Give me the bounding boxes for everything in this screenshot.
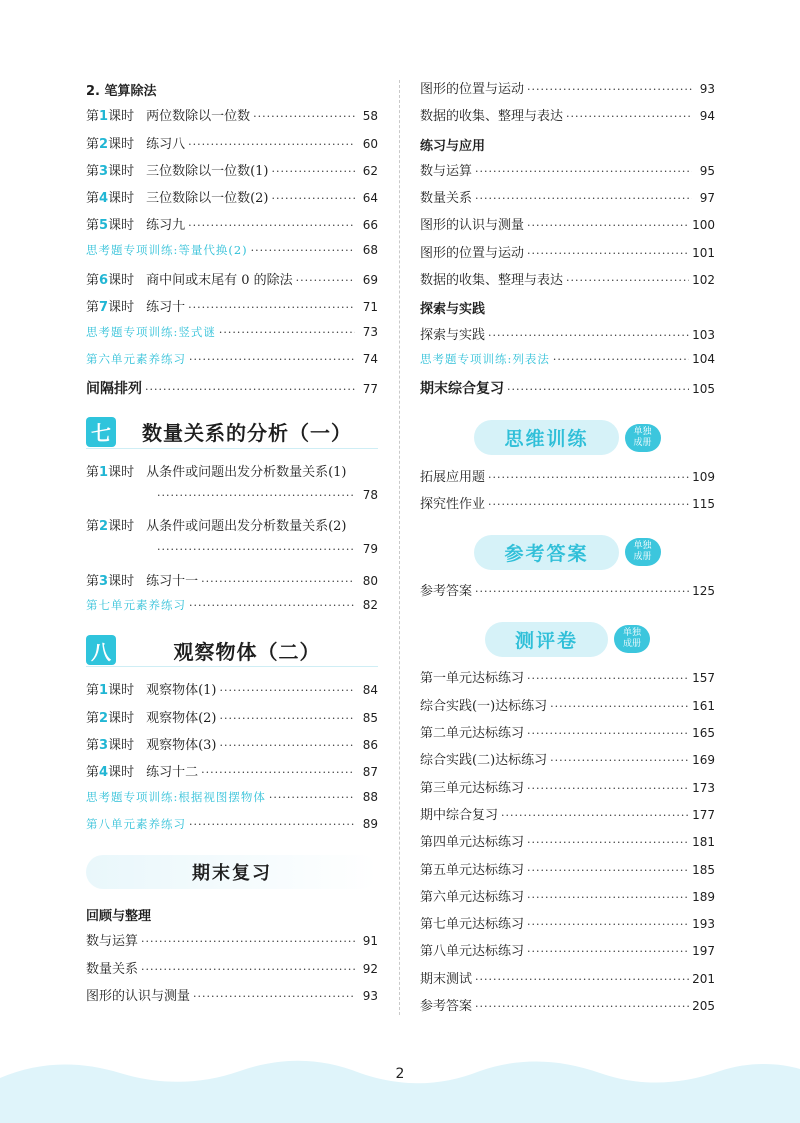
entry-title: 数与运算: [420, 163, 473, 179]
leader-dots: [189, 818, 355, 831]
leader-dots: [141, 935, 355, 948]
entry-title: 观察物体(1): [146, 683, 217, 699]
entry-page: 93: [699, 82, 715, 96]
leader-dots: [475, 973, 689, 986]
entry-page: 197: [692, 944, 715, 959]
answers-list: [420, 580, 715, 607]
toc-entry[interactable]: [86, 324, 378, 351]
entry-page: 165: [692, 726, 715, 741]
toc-entry[interactable]: [420, 78, 715, 105]
leader-dots: [219, 326, 355, 339]
entry-title: 第一单元达标练习: [420, 671, 525, 687]
banner-title: 测评卷: [485, 622, 608, 657]
leader-dots: [189, 599, 355, 612]
entry-title: 探索与实践: [420, 327, 486, 343]
leader-dots: [475, 585, 689, 598]
lesson-prefix: 第: [86, 109, 100, 125]
leader-dots: [272, 192, 356, 205]
entry-title: 间隔排列: [86, 381, 142, 398]
lesson-number: 2: [99, 710, 109, 726]
entry-title: 观察物体(2): [146, 710, 217, 726]
entry-title: 第四单元达标练习: [420, 835, 525, 851]
entry-title: 练习十二: [146, 765, 199, 781]
toc-entry[interactable]: [420, 269, 715, 296]
entry-page: 157: [692, 671, 715, 686]
leader-dots: [475, 165, 692, 178]
toc-entry[interactable]: [420, 831, 715, 858]
unit-badge: 八: [86, 635, 116, 665]
leader-dots: [488, 329, 689, 342]
entry-page: 109: [692, 469, 715, 484]
toc-entry[interactable]: [420, 466, 715, 493]
lesson-number: 3: [99, 163, 109, 179]
lesson-prefix: 第: [86, 191, 100, 207]
entry-page: 125: [692, 584, 715, 599]
section-banner: [420, 621, 715, 657]
entry-page: 71: [362, 300, 378, 315]
toc-entry[interactable]: [86, 734, 378, 761]
toc-entry[interactable]: [86, 515, 378, 542]
toc-entry[interactable]: [86, 570, 378, 597]
leader-dots: [157, 543, 355, 556]
entry-title: 三位数除以一位数(1): [146, 163, 269, 179]
toc-entry[interactable]: [420, 722, 715, 749]
entry-page: 62: [362, 163, 378, 178]
entry-page: 173: [692, 780, 715, 795]
lesson-suffix: 课时: [108, 136, 135, 152]
leader-dots: [527, 219, 689, 232]
banner-title: 参考答案: [474, 535, 618, 570]
page-number: 2: [395, 1066, 405, 1082]
lesson-number: 1: [99, 464, 109, 480]
toc-entry[interactable]: [86, 187, 378, 214]
lesson-prefix: 第: [86, 163, 100, 179]
entry-title: 数据的收集、整理与表达: [420, 109, 564, 125]
lesson-prefix: 第: [86, 464, 100, 480]
toc-entry[interactable]: [86, 242, 378, 269]
toc-entry[interactable]: [420, 995, 715, 1022]
leader-dots: [253, 110, 355, 123]
section-heading: 练习与应用: [420, 138, 486, 154]
entry-page: 185: [692, 862, 715, 877]
final-review-title: 期末复习: [86, 855, 378, 889]
toc-entry[interactable]: [86, 679, 378, 706]
lesson-prefix: 第: [86, 737, 100, 753]
leader-dots: [527, 836, 689, 849]
toc-entry[interactable]: [86, 461, 378, 488]
lesson-suffix: 课时: [108, 191, 135, 207]
lesson-suffix: 课时: [108, 519, 135, 535]
toc-entry[interactable]: [420, 859, 715, 886]
explore-list: [420, 324, 715, 351]
entry-page: 78: [362, 487, 378, 502]
entry-page: 85: [362, 710, 378, 725]
leader-dots: [527, 945, 689, 958]
toc-entry[interactable]: [420, 968, 715, 995]
entry-page: 88: [362, 789, 378, 804]
toc-entry[interactable]: [86, 597, 378, 624]
lesson-prefix: 第: [86, 765, 100, 781]
leader-dots: [527, 918, 689, 931]
lesson-suffix: 课时: [108, 300, 135, 316]
entry-page: 69: [362, 273, 378, 288]
practice-list: [420, 160, 715, 296]
column-divider: [399, 80, 400, 1015]
entry-page: 58: [362, 109, 378, 124]
entry-title: 期中综合复习: [420, 807, 499, 823]
entry-title: 参考答案: [420, 584, 473, 600]
entry-title: 观察物体(3): [146, 737, 217, 753]
entry-page: 104: [692, 351, 715, 366]
toc-entry[interactable]: [420, 913, 715, 940]
entry-title: 图形的认识与测量: [86, 989, 191, 1005]
entry-page: 189: [692, 889, 715, 904]
entry-page: 102: [692, 273, 715, 288]
entry-page: 91: [362, 934, 378, 949]
entry-page: 73: [362, 324, 378, 339]
leader-dots: [189, 353, 355, 366]
lesson-number: 1: [99, 683, 109, 699]
entry-page: 93: [362, 989, 378, 1004]
entry-title: 综合实践(一)达标练习: [420, 698, 548, 714]
lesson-suffix: 课时: [108, 163, 135, 179]
lesson-suffix: 课时: [108, 109, 135, 125]
toc-entry[interactable]: [420, 749, 715, 776]
entry-title: 从条件或问题出发分析数量关系(1): [146, 464, 347, 480]
entry-title: 参考答案: [420, 999, 473, 1015]
entry-page: 86: [362, 737, 378, 752]
entry-page: 105: [692, 382, 715, 397]
entry-title: 练习九: [146, 218, 186, 234]
entry-title: 图形的认识与测量: [420, 218, 525, 234]
leader-dots: [220, 684, 356, 697]
entry-page: 60: [362, 136, 378, 151]
entry-title: 综合实践(二)达标练习: [420, 753, 548, 769]
entry-title: 练习十一: [146, 573, 199, 589]
lesson-number: 3: [99, 573, 109, 589]
entry-title: 第六单元素养练习: [86, 351, 186, 366]
toc-entry[interactable]: [86, 789, 378, 816]
lesson-list: [86, 679, 378, 788]
entry-title: 拓展应用题: [420, 469, 486, 485]
entry-page: 64: [362, 191, 378, 206]
lesson-suffix: 课时: [108, 573, 135, 589]
toc-entry[interactable]: [86, 105, 378, 132]
toc-entry[interactable]: [420, 105, 715, 132]
toc-entry-continuation[interactable]: [86, 488, 378, 515]
leader-dots: [553, 353, 689, 366]
toc-entry[interactable]: [420, 187, 715, 214]
entry-title: 期末综合复习: [420, 381, 504, 398]
leader-dots: [527, 247, 689, 260]
entry-title: 第七单元达标练习: [420, 917, 525, 933]
lesson-prefix: 第: [86, 300, 100, 316]
entry-title: 第二单元达标练习: [420, 726, 525, 742]
entry-title: 三位数除以一位数(2): [146, 191, 269, 207]
separate-volume-tag: 单独 成册: [625, 538, 661, 566]
lesson-number: 6: [99, 273, 109, 289]
toc-entry[interactable]: [86, 761, 378, 788]
leader-dots: [193, 990, 355, 1003]
review-list: [420, 78, 715, 133]
unit-header: [86, 416, 378, 449]
lesson-prefix: 第: [86, 218, 100, 234]
toc-entry[interactable]: [420, 242, 715, 269]
entry-page: 84: [362, 683, 378, 698]
toc-entry[interactable]: [86, 378, 378, 405]
entry-title: 思考题专项训练:列表法: [420, 351, 550, 366]
entry-title: 两位数除以一位数: [146, 109, 251, 125]
toc-entry[interactable]: [86, 985, 378, 1012]
toc-entry[interactable]: [420, 695, 715, 722]
leader-dots: [550, 754, 689, 767]
entry-page: 94: [699, 109, 715, 124]
leader-dots: [188, 301, 355, 314]
lesson-list: [86, 269, 378, 324]
entry-title: 从条件或问题出发分析数量关系(2): [146, 519, 347, 535]
leader-dots: [527, 83, 692, 96]
toc-entry[interactable]: [420, 777, 715, 804]
toc-entry[interactable]: [420, 580, 715, 607]
section-heading: 探索与实践: [420, 302, 486, 318]
entry-page: 193: [692, 917, 715, 932]
entry-title: 练习十: [146, 300, 186, 316]
lesson-number: 7: [99, 300, 109, 316]
entry-title: 图形的位置与运动: [420, 245, 525, 261]
entry-title: 第三单元达标练习: [420, 780, 525, 796]
entry-page: 169: [692, 753, 715, 768]
toc-entry[interactable]: [86, 707, 378, 734]
lesson-number: 3: [99, 737, 109, 753]
unit-title: 观察物体（二）: [173, 639, 321, 664]
entry-page: 100: [692, 218, 715, 233]
toc-right-column: [420, 78, 715, 1022]
entry-title: 第五单元达标练习: [420, 862, 525, 878]
toc-entry[interactable]: [86, 133, 378, 160]
leader-dots: [566, 110, 692, 123]
toc-entry[interactable]: [420, 214, 715, 241]
entry-page: 161: [692, 698, 715, 713]
wave-decoration: [0, 1043, 800, 1123]
entry-title: 探究性作业: [420, 496, 486, 512]
lesson-suffix: 课时: [108, 683, 135, 699]
entry-page: 80: [362, 573, 378, 588]
lesson-prefix: 第: [86, 519, 100, 535]
leader-dots: [527, 891, 689, 904]
leader-dots: [145, 383, 355, 396]
lesson-prefix: 第: [86, 273, 100, 289]
unit-title: 数量关系的分析（一）: [142, 421, 352, 446]
entry-title: 第八单元素养练习: [86, 816, 186, 831]
leader-dots: [251, 244, 355, 257]
lesson-prefix: 第: [86, 136, 100, 152]
leader-dots: [269, 791, 355, 804]
leader-dots: [188, 219, 355, 232]
entry-page: 115: [692, 496, 715, 511]
entry-title: 商中间或末尾有 0 的除法: [146, 273, 293, 289]
lesson-suffix: 课时: [108, 464, 135, 480]
entry-title: 期末测试: [420, 971, 473, 987]
toc-entry[interactable]: [86, 816, 378, 843]
leader-dots: [475, 192, 692, 205]
section-banner: [420, 534, 715, 570]
leader-dots: [488, 471, 689, 484]
separate-volume-tag: 单独 成册: [614, 625, 650, 653]
section-heading: 2. 笔算除法: [86, 84, 157, 99]
lesson-number: 1: [99, 109, 109, 125]
entry-page: 201: [692, 971, 715, 986]
entry-title: 第六单元达标练习: [420, 889, 525, 905]
leader-dots: [527, 672, 689, 685]
leader-dots: [527, 727, 689, 740]
leader-dots: [488, 498, 689, 511]
lesson-prefix: 第: [86, 683, 100, 699]
entry-page: 77: [362, 382, 378, 397]
entry-page: 82: [362, 598, 378, 613]
toc-entry[interactable]: [86, 269, 378, 296]
entry-title: 数量关系: [86, 961, 139, 977]
entry-title: 数与运算: [86, 934, 139, 950]
toc-entry[interactable]: [86, 930, 378, 957]
entry-page: 87: [362, 765, 378, 780]
lesson-number: 2: [99, 519, 109, 535]
entry-page: 66: [362, 218, 378, 233]
toc-entry[interactable]: [86, 214, 378, 241]
toc-entry[interactable]: [420, 804, 715, 831]
lesson-number: 2: [99, 136, 109, 152]
entry-page: 103: [692, 327, 715, 342]
toc-entry[interactable]: [420, 378, 715, 405]
thinking-list: [420, 466, 715, 521]
leader-dots: [201, 766, 355, 779]
lesson-suffix: 课时: [108, 765, 135, 781]
leader-dots: [188, 138, 355, 151]
entry-title: 思考题专项训练:竖式谜: [86, 324, 216, 339]
leader-dots: [550, 700, 689, 713]
leader-dots: [566, 274, 689, 287]
lesson-number: 5: [99, 218, 109, 234]
leader-dots: [296, 274, 355, 287]
section-banner: [420, 420, 715, 456]
leader-dots: [220, 712, 356, 725]
entry-page: 79: [362, 542, 378, 557]
lesson-prefix: 第: [86, 710, 100, 726]
entry-page: 95: [699, 163, 715, 178]
review-list: [86, 930, 378, 1012]
leader-dots: [527, 782, 689, 795]
toc-entry[interactable]: [86, 296, 378, 323]
lesson-list: [86, 105, 378, 241]
entry-title: 数据的收集、整理与表达: [420, 273, 564, 289]
toc-left-column: [86, 78, 378, 1012]
toc-entry[interactable]: [86, 958, 378, 985]
leader-dots: [475, 1000, 689, 1013]
entry-page: 89: [362, 816, 378, 831]
toc-entry[interactable]: [86, 351, 378, 378]
unit-badge: 七: [86, 417, 116, 447]
entry-page: 97: [699, 191, 715, 206]
leader-dots: [220, 739, 356, 752]
tests-list: [420, 667, 715, 1022]
unit-header: [86, 634, 378, 667]
lesson-suffix: 课时: [108, 737, 135, 753]
entry-title: 图形的位置与运动: [420, 82, 525, 97]
lesson-number: 4: [99, 765, 109, 781]
leader-dots: [501, 809, 689, 822]
lesson-suffix: 课时: [108, 710, 135, 726]
entry-title: 思考题专项训练:根据视图摆物体: [86, 789, 266, 804]
entry-page: 205: [692, 999, 715, 1014]
entry-page: 68: [362, 242, 378, 257]
entry-page: 101: [692, 245, 715, 260]
entry-title: 思考题专项训练:等量代换(2): [86, 242, 248, 257]
toc-entry[interactable]: [86, 160, 378, 187]
leader-dots: [507, 383, 689, 396]
lesson-suffix: 课时: [108, 273, 135, 289]
entry-title: 练习八: [146, 136, 186, 152]
entry-title: 第八单元达标练习: [420, 944, 525, 960]
entry-page: 74: [362, 351, 378, 366]
lesson-number: 4: [99, 191, 109, 207]
entry-page: 177: [692, 807, 715, 822]
section-heading: 回顾与整理: [86, 909, 152, 925]
toc-entry[interactable]: [420, 324, 715, 351]
separate-volume-tag: 单独 成册: [625, 424, 661, 452]
banner-title: 思维训练: [474, 420, 618, 455]
leader-dots: [157, 489, 355, 502]
entry-page: 181: [692, 835, 715, 850]
lesson-prefix: 第: [86, 573, 100, 589]
toc-entry[interactable]: [420, 886, 715, 913]
entry-title: 数量关系: [420, 191, 473, 207]
entry-title: 第七单元素养练习: [86, 598, 186, 613]
entry-page: 92: [362, 961, 378, 976]
leader-dots: [141, 963, 355, 976]
leader-dots: [527, 864, 689, 877]
toc-entry-continuation[interactable]: [86, 542, 378, 569]
lesson-suffix: 课时: [108, 218, 135, 234]
toc-entry[interactable]: [420, 940, 715, 967]
leader-dots: [272, 165, 356, 178]
toc-entry[interactable]: [420, 493, 715, 520]
leader-dots: [201, 575, 355, 588]
toc-entry[interactable]: [420, 667, 715, 694]
toc-entry[interactable]: [420, 160, 715, 187]
toc-entry[interactable]: [420, 351, 715, 378]
